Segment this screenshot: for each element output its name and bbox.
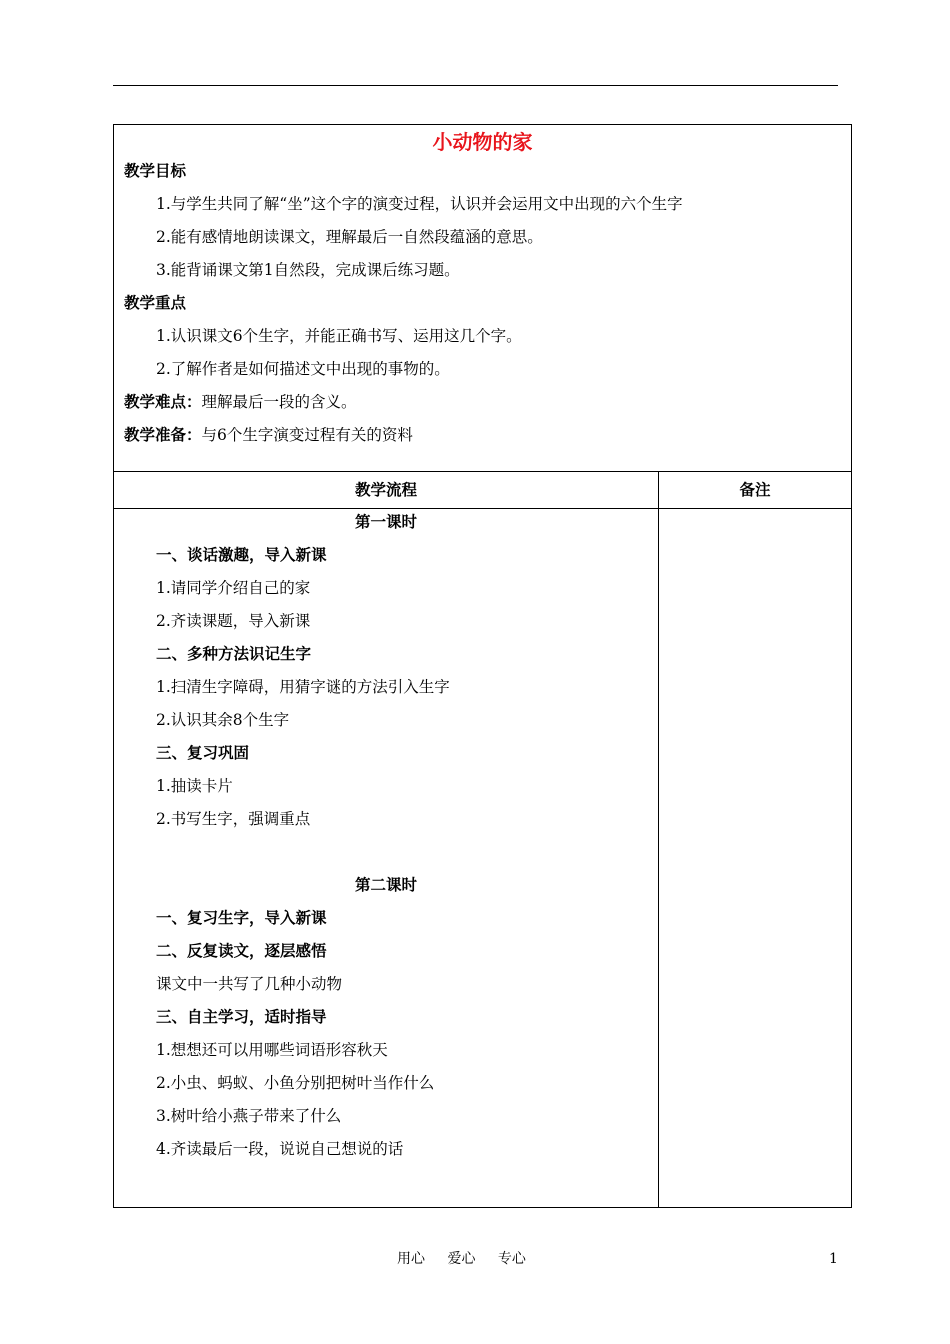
difficulty-text: 理解最后一段的含义。 (201, 393, 357, 411)
lesson1-section-heading: 一、谈话激趣，导入新课 (156, 545, 327, 564)
lesson2-item: 3.树叶给小燕子带来了什么 (156, 1107, 342, 1125)
lesson1-item: 1.请同学介绍自己的家 (156, 579, 311, 597)
lesson2-item: 2.小虫、蚂蚁、小鱼分别把树叶当作什么 (156, 1074, 435, 1092)
lesson1-section-heading: 二、多种方法识记生字 (156, 644, 312, 663)
difficulty-label: 教学难点： (124, 392, 202, 411)
page-number: 1 (829, 1251, 838, 1267)
objective-item: 2.能有感情地朗读课文，理解最后一自然段蕴涵的意思。 (156, 228, 543, 246)
lesson1-item: 1.抽读卡片 (156, 777, 233, 795)
overview-cell (114, 125, 852, 472)
objectives-heading: 教学目标 (124, 161, 187, 180)
lesson2-item: 1.想想还可以用哪些词语形容秋天 (156, 1041, 388, 1059)
key-point-item: 2.了解作者是如何描述文中出现的事物的。 (156, 360, 450, 378)
footer-motto-item: 用心 (397, 1251, 425, 1267)
lesson2-title: 第二课时 (354, 875, 417, 894)
lesson2-item: 课文中一共写了几种小动物 (156, 975, 343, 993)
preparation-label: 教学准备： (124, 425, 202, 444)
lesson2-section-heading: 一、复习生字，导入新课 (156, 908, 327, 927)
lesson1-title: 第一课时 (354, 512, 417, 531)
preparation-text: 与6个生字演变过程有关的资料 (201, 426, 413, 444)
footer-motto (397, 1250, 544, 1268)
notes-column-header: 备注 (739, 480, 771, 499)
lesson1-item: 2.认识其余8个生字 (156, 711, 290, 729)
header-rule (113, 85, 838, 86)
preparation-line (114, 425, 851, 445)
lesson2-section-heading: 二、反复读文，逐层感悟 (156, 941, 327, 960)
lesson1-item: 1.扫清生字障碍，用猜字谜的方法引入生字 (156, 678, 450, 696)
footer-motto-item: 爱心 (447, 1251, 476, 1267)
difficulty-line (114, 392, 851, 412)
lesson1-item: 2.书写生字，强调重点 (156, 810, 311, 828)
key-point-item: 1.认识课文6个生字，并能正确书写、运用这几个字。 (156, 327, 522, 345)
flow-header-cell (114, 472, 659, 509)
lesson1-item: 2.齐读课题，导入新课 (156, 612, 311, 630)
flow-column-header: 教学流程 (354, 480, 417, 499)
notes-header-cell (659, 472, 852, 509)
lesson-plan-table (113, 124, 852, 1208)
objective-item: 1.与学生共同了解“坐”这个字的演变过程，认识并会运用文中出现的六个生字 (156, 195, 683, 213)
flow-cell (114, 509, 659, 1208)
objective-item: 3.能背诵课文第1自然段，完成课后练习题。 (156, 261, 460, 279)
footer-motto-item: 专心 (497, 1251, 526, 1267)
lesson2-section-heading: 三、自主学习，适时指导 (156, 1007, 327, 1026)
lesson1-section-heading: 三、复习巩固 (156, 743, 250, 762)
notes-cell (659, 509, 852, 1208)
page-title: 小动物的家 (432, 130, 533, 154)
key-points-heading: 教学重点 (124, 293, 187, 312)
lesson2-item: 4.齐读最后一段，说说自己想说的话 (156, 1140, 404, 1158)
